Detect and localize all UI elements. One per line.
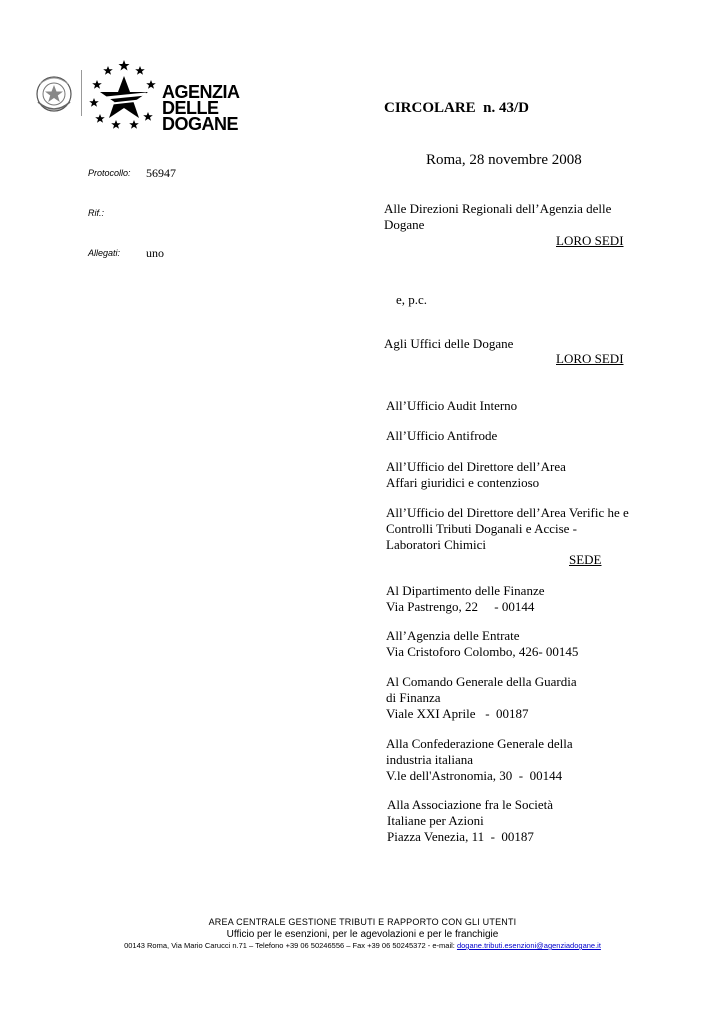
epc-label: e, p.c.: [396, 292, 428, 307]
document-date: Roma, 28 novembre 2008: [426, 152, 582, 168]
footer-area: AREA CENTRALE GESTIONE TRIBUTI E RAPPORTO CON GLI UTENTI: [208, 917, 517, 927]
loro-sedi-2: LORO SEDI: [556, 351, 624, 366]
recipient-confindustria: Alla Confederazione Generale della industria italiana V.le dell'Astronomia, 30 - 00144: [386, 736, 573, 783]
allegati-label: Allegati:: [88, 248, 121, 258]
recipient-guardia-finanza: Al Comando Generale della Guardia di Finanza Viale XXI Aprile - 00187: [386, 674, 577, 721]
recipient-finanze: Al Dipartimento delle Finanze Via Pastrengo, 22 - 00144: [386, 583, 545, 614]
protocollo-value: 56947: [146, 166, 176, 180]
footer-address: 00143 Roma, Via Mario Carucci n.71 – Telefono +39 06 50246556 – Fax +39 06 50245372 - e-mail: dogane.tributi.esenzioni@agenziadogane.it: [124, 941, 601, 950]
sede-label: SEDE: [569, 552, 602, 567]
recipient-entrate: All’Agenzia delle Entrate Via Cristoforo Colombo, 426- 00145: [386, 628, 579, 659]
allegati-value: uno: [146, 246, 164, 260]
recipient-verifiche: All’Ufficio del Direttore dell’Area Verific he e Controlli Tributi Doganali e Accise - Laboratori Chimici: [386, 505, 629, 552]
agency-stars-logo-icon: [88, 58, 160, 130]
protocollo-label: Protocollo:: [88, 168, 131, 178]
logo-line-3: DOGANE: [162, 114, 239, 134]
loro-sedi-1: LORO SEDI: [556, 233, 624, 248]
rif-label: Rif.:: [88, 208, 105, 218]
republic-emblem-icon: [34, 72, 74, 116]
footer-email-link[interactable]: dogane.tributi.esenzioni@agenziadogane.it: [456, 941, 601, 950]
recipient-antifrode: All’Ufficio Antifrode: [386, 428, 498, 443]
circolare-title: CIRCOLARE n. 43/D: [384, 100, 530, 116]
logo-line-1: AGENZIA: [162, 82, 240, 102]
recipient-direzioni: Alle Direzioni Regionali dell’Agenzia delle Dogane: [384, 201, 612, 232]
recipient-assonime: Alla Associazione fra le Società Italiane per Azioni Piazza Venezia, 11 - 00187: [387, 797, 554, 844]
recipient-uffici-dogane: Agli Uffici delle Dogane: [384, 336, 514, 351]
recipient-affari: All’Ufficio del Direttore dell’Area Affari giuridici e contenzioso: [386, 459, 566, 490]
logo-line-2: DELLE: [162, 98, 219, 118]
logo-divider: [81, 70, 82, 116]
footer-ufficio: Ufficio per le esenzioni, per le agevolazioni e per le franchigie: [226, 929, 499, 940]
recipient-audit: All’Ufficio Audit Interno: [386, 398, 518, 413]
agency-name-logo: [162, 84, 240, 132]
